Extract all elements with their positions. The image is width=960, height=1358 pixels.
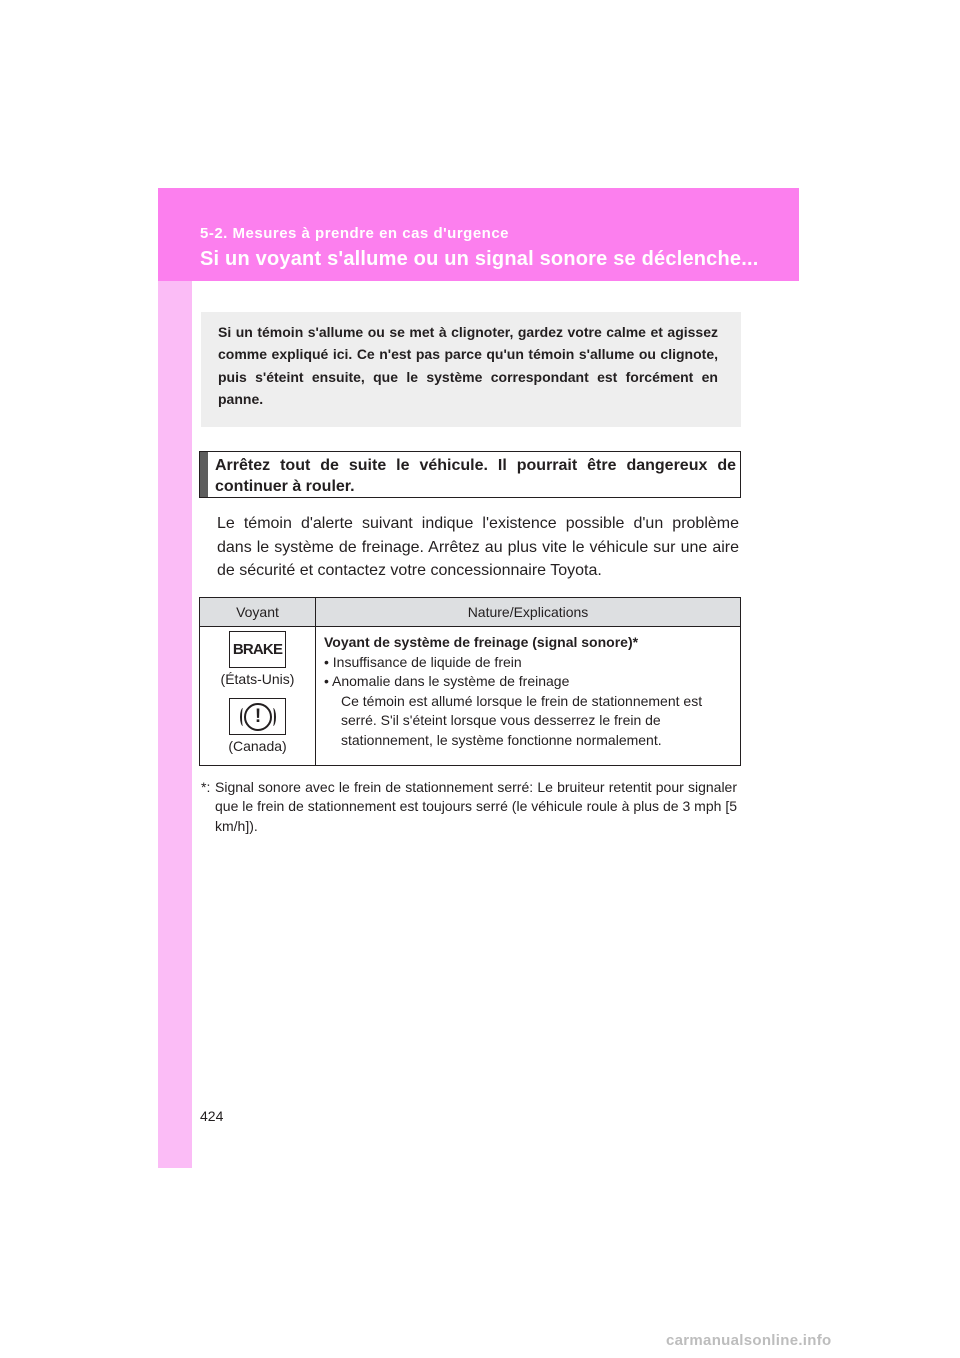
page-number: 424 bbox=[200, 1108, 224, 1124]
brake-exclamation-icon bbox=[229, 698, 286, 735]
warning-heading-bar bbox=[200, 452, 208, 497]
warning-heading-box bbox=[199, 451, 741, 498]
explanation-detail: Ce témoin est allumé lorsque le frein de stationnement est serré. S'il s'éteint lorsque vous desserrez le frein de stationnement, le système fonctionne normalement. bbox=[341, 692, 703, 748]
footnote bbox=[201, 778, 737, 836]
bullet-item: • Anomalie dans le système de freinage bbox=[324, 673, 570, 690]
warning-heading: Arrêtez tout de suite le véhicule. Il pourrait être dangereux de continuer à rouler. bbox=[215, 457, 736, 495]
intro-box bbox=[201, 312, 741, 427]
table-header-row bbox=[200, 598, 741, 627]
column-header-nature: Nature/Explications bbox=[316, 598, 741, 627]
brake-icon-text: BRAKE bbox=[232, 641, 283, 658]
footnote-marker: *: bbox=[201, 779, 211, 795]
body-paragraph: Le témoin d'alerte suivant indique l'existence possible d'un problème dans le système de freinage. Arrêtez au plus vite le véhicule sur une aire de sécurité et contactez votre concessionnaire Toyota. bbox=[217, 515, 739, 579]
exclamation-mark: ! bbox=[254, 706, 262, 727]
bullet-item: • Insuffisance de liquide de frein bbox=[324, 653, 522, 670]
side-strip bbox=[158, 188, 192, 1168]
voyant-cell bbox=[200, 627, 316, 766]
region-label-canada: (Canada) bbox=[228, 738, 287, 754]
region-label-usa: (États-Unis) bbox=[220, 671, 295, 687]
footnote-text: Signal sonore avec le frein de stationnement serré: Le bruiteur retentit pour signaler que le frein de stationnement est toujours serré (le véhicule roule à plus de 3 mph [5 km/h]). bbox=[215, 779, 737, 834]
page-title: Si un voyant s'allume ou un signal sonore se déclenche... bbox=[200, 248, 759, 270]
intro-text: Si un témoin s'allume ou se met à clignoter, gardez votre calme et agissez comme expliqué ici. Ce n'est pas parce qu'un témoin s'allume ou clignote, puis s'éteint ensuite, que le système correspondant est forcément en panne. bbox=[218, 324, 718, 407]
warning-light-title: Voyant de système de freinage (signal sonore)* bbox=[324, 634, 639, 650]
column-header-voyant: Voyant bbox=[200, 598, 316, 627]
brake-warning-icon bbox=[229, 631, 286, 668]
section-label: 5-2. Mesures à prendre en cas d'urgence bbox=[200, 225, 510, 242]
circle-exclamation-icon bbox=[244, 703, 272, 731]
table-row bbox=[200, 627, 741, 766]
watermark: carmanualsonline.info bbox=[666, 1332, 832, 1349]
warning-light-table bbox=[199, 597, 741, 766]
explanation-cell bbox=[316, 627, 741, 766]
page-header bbox=[158, 188, 799, 281]
